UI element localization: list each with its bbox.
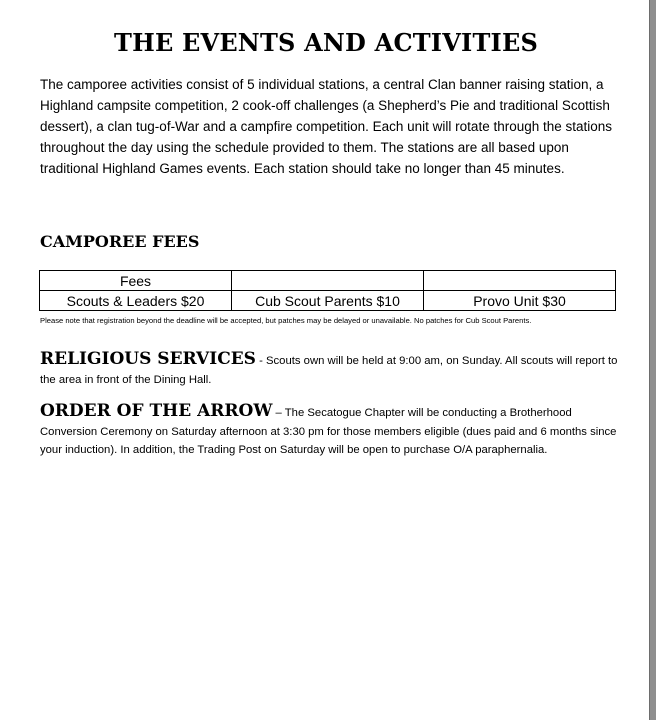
order-of-the-arrow-heading: ORDER OF THE ARROW (40, 401, 273, 421)
order-of-the-arrow-section (40, 402, 620, 460)
table-cell: Scouts & Leaders $20 (40, 291, 232, 311)
fees-table (39, 270, 616, 311)
table-cell (424, 271, 616, 291)
religious-services-heading: RELIGIOUS SERVICES (40, 349, 256, 369)
table-cell: Provo Unit $30 (424, 291, 616, 311)
intro-paragraph: The camporee activities consist of 5 individual stations, a central Clan banner raising station, a Highland campsite competition, 2 cook-off challenges (a Shepherd’s Pie and traditional Scottish dessert), a clan tug-of-War and a campfire competition. Each unit will rotate through the stations throughout the day using the schedule provided to them. The stations are all based upon traditional Highland Games events. Each station should take no longer than 45 minutes. (40, 77, 613, 176)
fees-note: Please note that registration beyond the deadline will be accepted, but patches may be delayed or unavailable. No patches for Cub Scout Parents. (40, 316, 532, 325)
table-cell: Fees (40, 271, 232, 291)
religious-services-section (40, 350, 620, 389)
camporee-fees-heading: CAMPOREE FEES (40, 232, 200, 251)
fees-table-header-row (40, 271, 616, 291)
religious-services-text: - Scouts own will be held at 9:00 am, on Sunday. All scouts will report to the area in front of the Dining Hall. (40, 355, 618, 386)
order-of-the-arrow-text: – The Secatogue Chapter will be conducting a Brotherhood Conversion Ceremony on Saturday afternoon at 3:30 pm for those members eligible (dues paid and 6 months since your induction). In addition, the Trading Post on Saturday will be open to purchase O/A paraphernalia. (40, 407, 617, 456)
fees-table-row (40, 291, 616, 311)
viewer-edge (649, 0, 656, 720)
table-cell: Cub Scout Parents $10 (232, 291, 424, 311)
page-title: THE EVENTS AND ACTIVITIES (114, 28, 538, 57)
table-cell (232, 271, 424, 291)
